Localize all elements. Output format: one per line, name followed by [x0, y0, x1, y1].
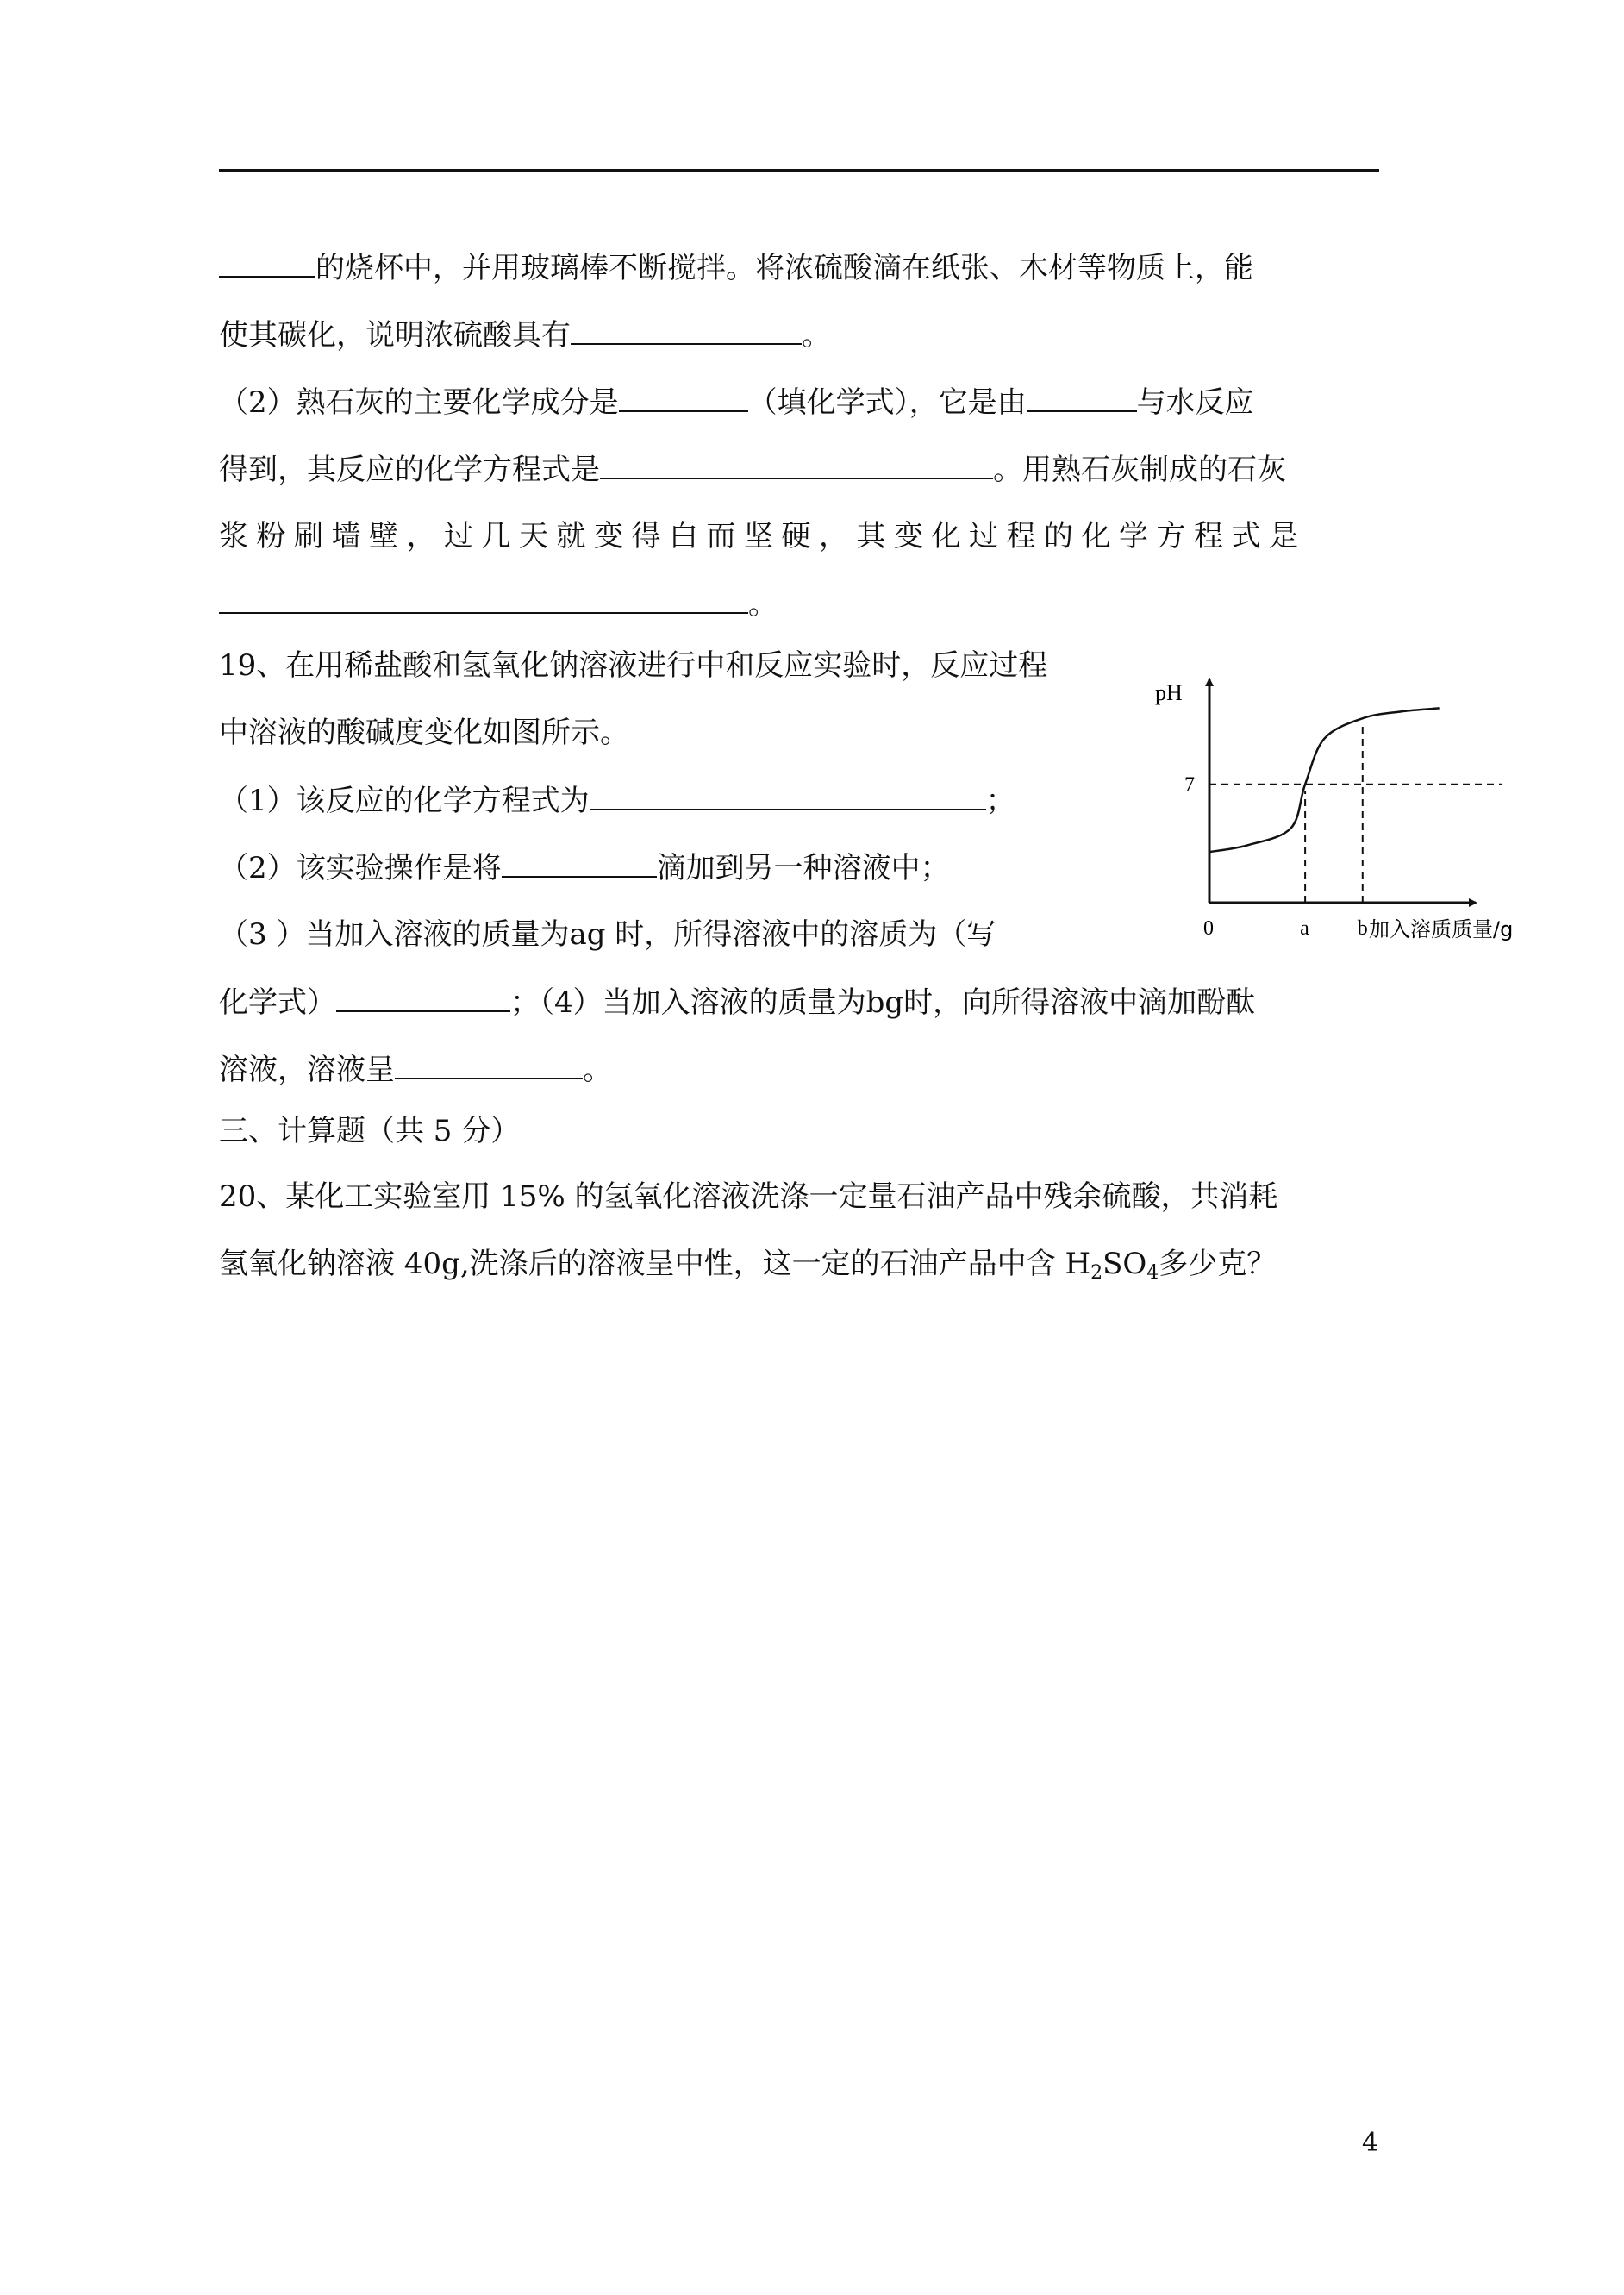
q19-line-6: 化学式） ；（4）当加入溶液的质量为bg时，向所得溶液中滴加酚酞: [219, 985, 1256, 1020]
q20-line-2: 氢氧化钠溶液 40g,洗涤后的溶液呈中性，这一定的石油产品中含 $H_2SO_4$多少克？: [219, 1247, 1277, 1284]
answer-blank[interactable]: [1027, 385, 1137, 412]
q19-line-5: （3 ）当加入溶液的质量为ag 时，所得溶液中的溶质为（写: [219, 917, 996, 952]
x-tick-b: b: [1357, 917, 1368, 940]
answer-blank[interactable]: [600, 452, 993, 479]
section-3-heading: 三、计算题（共 5 分）: [219, 1114, 521, 1148]
ph-curve: [1209, 708, 1440, 852]
answer-blank[interactable]: [219, 250, 315, 278]
q18-line-2: 使其碳化，说明浓硫酸具有 。: [219, 318, 831, 353]
q18-line-4: 得到，其反应的化学方程式是 。用熟石灰制成的石灰: [219, 453, 1286, 487]
header-rule: [219, 169, 1379, 172]
ph-chart: [1146, 664, 1577, 966]
q18-line-1: 的烧杯中，并用玻璃棒不断搅拌。将浓硫酸滴在纸张、木材等物质上，能: [219, 250, 1253, 285]
q19-line-2: 中溶液的酸碱度变化如图所示。: [219, 716, 629, 750]
answer-blank[interactable]: [619, 385, 748, 412]
page-number: 4: [1362, 2128, 1379, 2158]
answer-blank[interactable]: [571, 317, 802, 345]
answer-blank[interactable]: [395, 1052, 583, 1079]
x-tick-0: 0: [1203, 917, 1214, 940]
answer-blank[interactable]: [219, 586, 748, 614]
q19-line-3: （1）该反应的化学方程式为 ；: [219, 784, 1015, 818]
q19-line-1: 19、在用稀盐酸和氢氧化钠溶液进行中和反应实验时，反应过程: [219, 648, 1048, 683]
x-tick-a: a: [1300, 917, 1309, 940]
y-tick-7: 7: [1184, 773, 1195, 797]
q19-line-4: （2）该实验操作是将 滴加到另一种溶液中；: [219, 851, 950, 885]
q18-line-3: （2）熟石灰的主要化学成分是 （填化学式），它是由 与水反应: [219, 385, 1254, 420]
q18-line-5: 浆粉刷墙壁，过几天就变得白而坚硬，其变化过程的化学方程式是: [219, 519, 1307, 553]
q18-line-6: 。: [219, 586, 778, 622]
answer-blank[interactable]: [590, 783, 986, 810]
answer-blank[interactable]: [336, 985, 510, 1012]
x-axis-label: 加入溶质质量/g: [1369, 917, 1514, 941]
answer-blank[interactable]: [502, 850, 657, 878]
y-axis-label: pH: [1155, 680, 1183, 705]
q19-line-7: 溶液，溶液呈 。: [219, 1053, 612, 1087]
q20-line-1: 20、某化工实验室用 15% 的氢氧化溶液洗涤一定量石油产品中残余硫酸，共消耗: [219, 1179, 1278, 1214]
